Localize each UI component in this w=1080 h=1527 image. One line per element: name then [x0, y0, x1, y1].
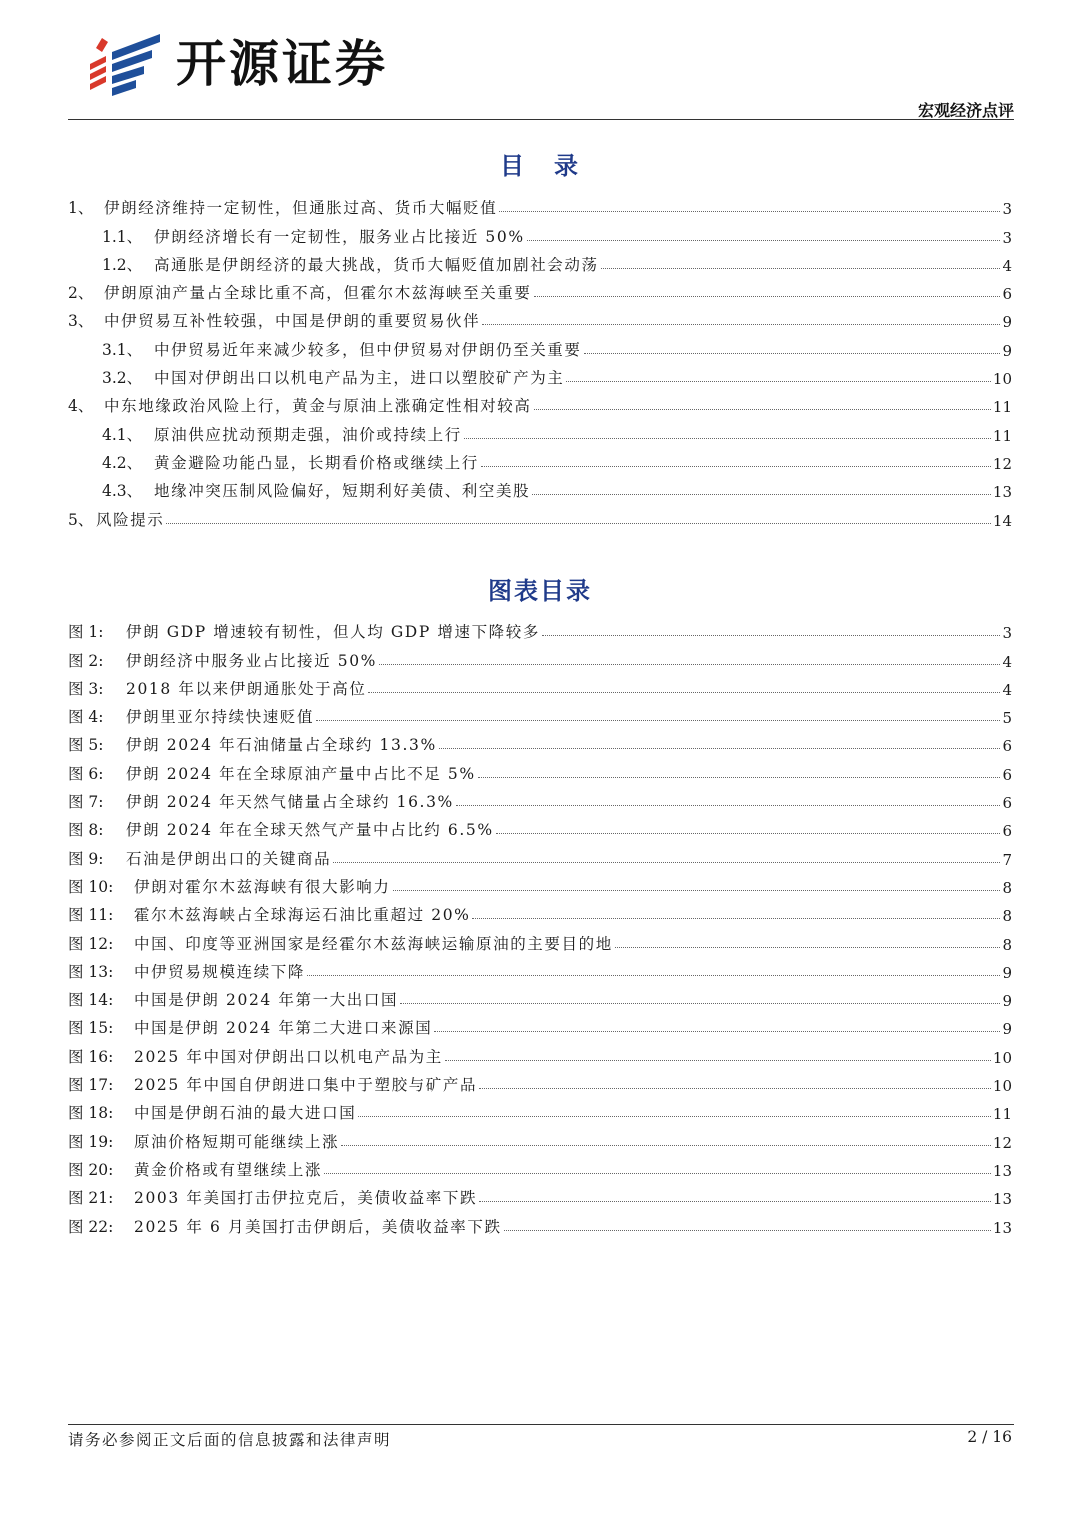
entry-title: 风险提示 — [96, 510, 165, 529]
entry-page-number: 8 — [1002, 935, 1012, 954]
page-number: 2 / 16 — [967, 1428, 1012, 1446]
entry-title: 2025 年中国对伊朗出口以机电产品为主 — [134, 1047, 443, 1066]
toc-entry[interactable] — [68, 360, 1012, 388]
entry-title: 2003 年美国打击伊拉克后，美债收益率下跌 — [134, 1189, 478, 1208]
toc-entry[interactable] — [68, 303, 1012, 331]
entry-page-number: 12 — [992, 454, 1012, 473]
entry-number: 3、 — [68, 312, 94, 331]
footer-divider — [68, 1424, 1014, 1425]
dot-leader — [393, 889, 1001, 891]
entry-title: 高通胀是伊朗经济的最大挑战，货币大幅贬值加剧社会动荡 — [154, 255, 599, 274]
entry-page-number: 10 — [992, 370, 1012, 389]
figure-entry[interactable] — [68, 925, 1012, 953]
entry-title: 伊朗里亚尔持续快速贬值 — [126, 708, 315, 727]
toc-entry[interactable] — [68, 473, 1012, 501]
figure-entry[interactable] — [68, 671, 1012, 699]
figure-entry[interactable] — [68, 954, 1012, 982]
entry-title: 伊朗对霍尔木兹海峡有很大影响力 — [134, 877, 391, 896]
dot-leader — [482, 323, 1000, 325]
entry-page-number: 4 — [1002, 680, 1012, 699]
entry-title: 中国是伊朗石油的最大进口国 — [134, 1104, 357, 1123]
figure-entry[interactable] — [68, 840, 1012, 868]
entry-title: 原油价格短期可能继续上涨 — [134, 1132, 340, 1151]
figure-entry[interactable] — [68, 869, 1012, 897]
entry-title: 中伊贸易规模连续下降 — [134, 962, 306, 981]
toc-entry[interactable] — [68, 190, 1012, 218]
entry-title: 黄金价格或有望继续上涨 — [134, 1160, 323, 1179]
entry-page-number: 9 — [1002, 963, 1012, 982]
figure-entry[interactable] — [68, 812, 1012, 840]
dot-leader — [481, 465, 991, 467]
footer-disclaimer: 请务必参阅正文后面的信息披露和法律声明 — [68, 1431, 392, 1449]
toc-entry[interactable] — [68, 416, 1012, 444]
entry-title: 中国是伊朗 2024 年第一大出口国 — [134, 991, 399, 1010]
figure-entry[interactable] — [68, 1180, 1012, 1208]
entry-title: 伊朗 2024 年天然气储量占全球约 16.3% — [126, 793, 454, 812]
entry-title: 中国、印度等亚洲国家是经霍尔木兹海峡运输原油的主要目的地 — [134, 934, 613, 953]
dot-leader — [534, 408, 991, 410]
entry-number: 图 21: — [68, 1189, 114, 1208]
entry-title: 中国是伊朗 2024 年第二大进口来源国 — [134, 1019, 433, 1038]
entry-title: 2018 年以来伊朗通胀处于高位 — [126, 679, 367, 698]
entry-title: 2025 年中国自伊朗进口集中于塑胶与矿产品 — [134, 1076, 478, 1095]
entry-title: 伊朗经济增长有一定韧性，服务业占比接近 50% — [154, 227, 525, 246]
entry-page-number: 6 — [1002, 737, 1012, 756]
dot-leader — [434, 1030, 1000, 1032]
entry-number: 图 15: — [68, 1019, 114, 1038]
entry-page-number: 4 — [1002, 652, 1012, 671]
toc-title: 目录 — [500, 152, 608, 180]
entry-title: 中国对伊朗出口以机电产品为主，进口以塑胶矿产为主 — [154, 369, 565, 388]
dot-leader — [472, 917, 1000, 919]
entry-number: 1、 — [68, 199, 94, 218]
entry-number: 图 3: — [68, 679, 104, 698]
entry-number: 图 16: — [68, 1047, 114, 1066]
entry-page-number: 6 — [1002, 822, 1012, 841]
figure-entry[interactable] — [68, 1038, 1012, 1066]
dot-leader — [324, 1172, 991, 1174]
entry-number: 图 6: — [68, 764, 104, 783]
dot-leader — [479, 1200, 991, 1202]
dot-leader — [601, 267, 1001, 269]
header-divider — [68, 119, 1014, 120]
entry-number: 图 14: — [68, 991, 114, 1010]
dot-leader — [532, 493, 991, 495]
entry-number: 5、 — [68, 510, 94, 529]
dot-leader — [499, 210, 1000, 212]
dot-leader — [307, 974, 1000, 976]
entry-number: 图 20: — [68, 1160, 114, 1179]
entry-number: 4.2、 — [102, 453, 143, 472]
entry-page-number: 11 — [992, 1105, 1012, 1124]
figure-entry[interactable] — [68, 1067, 1012, 1095]
dot-leader — [316, 719, 1000, 721]
entry-number: 图 9: — [68, 849, 104, 868]
entry-number: 1.1、 — [102, 227, 143, 246]
entry-number: 图 5: — [68, 736, 104, 755]
entry-title: 伊朗 2024 年在全球原油产量中占比不足 5% — [126, 764, 476, 783]
figure-entry[interactable] — [68, 727, 1012, 755]
dot-leader — [368, 691, 1000, 693]
dot-leader — [496, 832, 1001, 834]
toc-entry[interactable] — [68, 331, 1012, 359]
dot-leader — [166, 522, 991, 524]
figure-entry[interactable] — [68, 1010, 1012, 1038]
dot-leader — [445, 1059, 991, 1061]
entry-page-number: 6 — [1002, 794, 1012, 813]
entry-page-number: 13 — [992, 1190, 1012, 1209]
entry-page-number: 3 — [1002, 200, 1012, 219]
entry-page-number: 9 — [1002, 341, 1012, 360]
entry-page-number: 13 — [992, 483, 1012, 502]
entry-title: 伊朗 2024 年石油储量占全球约 13.3% — [126, 736, 437, 755]
entry-number: 图 13: — [68, 962, 114, 981]
figure-entry[interactable] — [68, 642, 1012, 670]
report-type-label: 宏观经济点评 — [917, 101, 1014, 120]
entry-number: 图 10: — [68, 877, 114, 896]
entry-page-number: 9 — [1002, 1020, 1012, 1039]
entry-title: 中东地缘政治风险上行，黄金与原油上涨确定性相对较高 — [104, 397, 532, 416]
entry-number: 3.2、 — [102, 369, 143, 388]
entry-number: 图 7: — [68, 793, 104, 812]
entry-number: 4.1、 — [102, 425, 143, 444]
entry-title: 石油是伊朗出口的关键商品 — [126, 849, 332, 868]
entry-page-number: 9 — [1002, 992, 1012, 1011]
table-of-contents — [68, 190, 1012, 530]
dot-leader — [478, 776, 1001, 778]
entry-number: 图 1: — [68, 623, 104, 642]
entry-page-number: 7 — [1002, 850, 1012, 869]
entry-title: 伊朗 2024 年在全球天然气产量中占比约 6.5% — [126, 821, 494, 840]
entry-page-number: 8 — [1002, 907, 1012, 926]
toc-entry[interactable] — [68, 501, 1012, 529]
dot-leader — [504, 1229, 991, 1231]
entry-number: 2、 — [68, 284, 94, 303]
toc-entry[interactable] — [68, 247, 1012, 275]
dot-leader — [542, 634, 1000, 636]
entry-page-number: 8 — [1002, 878, 1012, 897]
brand-name: 开源证券 — [176, 35, 388, 93]
dot-leader — [333, 861, 1000, 863]
figure-entry[interactable] — [68, 784, 1012, 812]
entry-number: 图 22: — [68, 1217, 114, 1236]
toc-entry[interactable] — [68, 388, 1012, 416]
entry-title: 2025 年 6 月美国打击伊朗后，美债收益率下跌 — [134, 1217, 502, 1236]
entry-page-number: 6 — [1002, 285, 1012, 304]
entry-title: 伊朗 GDP 增速较有韧性，但人均 GDP 增速下降较多 — [126, 623, 540, 642]
entry-title: 中伊贸易近年来减少较多，但中伊贸易对伊朗仍至关重要 — [154, 340, 582, 359]
dot-leader — [439, 747, 1001, 749]
figure-list — [68, 614, 1012, 1237]
entry-title: 地缘冲突压制风险偏好，短期利好美债、利空美股 — [154, 482, 531, 501]
entry-number: 4.3、 — [102, 482, 143, 501]
entry-title: 原油供应扰动预期走强，油价或持续上行 — [154, 425, 462, 444]
dot-leader — [527, 239, 1001, 241]
entry-page-number: 11 — [992, 426, 1012, 445]
figure-entry[interactable] — [68, 614, 1012, 642]
entry-number: 图 17: — [68, 1076, 114, 1095]
figure-entry[interactable] — [68, 982, 1012, 1010]
entry-page-number: 5 — [1002, 709, 1012, 728]
entry-number: 图 18: — [68, 1104, 114, 1123]
entry-page-number: 12 — [992, 1133, 1012, 1152]
entry-number: 图 8: — [68, 821, 104, 840]
figure-entry[interactable] — [68, 1095, 1012, 1123]
dot-leader — [358, 1115, 991, 1117]
entry-page-number: 3 — [1002, 624, 1012, 643]
entry-number: 图 11: — [68, 906, 114, 925]
entry-title: 中伊贸易互补性较强，中国是伊朗的重要贸易伙伴 — [104, 312, 481, 331]
figure-entry[interactable] — [68, 1123, 1012, 1151]
entry-number: 图 4: — [68, 708, 104, 727]
entry-page-number: 13 — [992, 1218, 1012, 1237]
toc-entry[interactable] — [68, 275, 1012, 303]
entry-number: 1.2、 — [102, 255, 143, 274]
entry-page-number: 6 — [1002, 765, 1012, 784]
entry-page-number: 10 — [992, 1048, 1012, 1067]
entry-page-number: 10 — [992, 1077, 1012, 1096]
dot-leader — [566, 380, 991, 382]
dot-leader — [584, 352, 1001, 354]
entry-page-number: 14 — [992, 511, 1012, 530]
toc-entry[interactable] — [68, 445, 1012, 473]
dot-leader — [464, 437, 991, 439]
entry-title: 霍尔木兹海峡占全球海运石油比重超过 20% — [134, 906, 471, 925]
dot-leader — [341, 1144, 991, 1146]
entry-page-number: 3 — [1002, 228, 1012, 247]
dot-leader — [456, 804, 1001, 806]
entry-title: 伊朗原油产量占全球比重不高，但霍尔木兹海峡至关重要 — [104, 284, 532, 303]
dot-leader — [379, 663, 1000, 665]
figure-entry[interactable] — [68, 1208, 1012, 1236]
dot-leader — [534, 295, 1001, 297]
entry-page-number: 4 — [1002, 256, 1012, 275]
entry-number: 3.1、 — [102, 340, 143, 359]
dot-leader — [615, 946, 1001, 948]
entry-page-number: 11 — [992, 398, 1012, 417]
kaiyuan-logo-icon — [88, 34, 164, 96]
dot-leader — [479, 1087, 991, 1089]
entry-title: 伊朗经济中服务业占比接近 50% — [126, 651, 377, 670]
toc-entry[interactable] — [68, 218, 1012, 246]
entry-title: 黄金避险功能凸显，长期看价格或继续上行 — [154, 453, 479, 472]
entry-number: 图 2: — [68, 651, 104, 670]
entry-page-number: 9 — [1002, 313, 1012, 332]
entry-number: 4、 — [68, 397, 94, 416]
figure-list-title: 图表目录 — [488, 577, 592, 605]
entry-title: 伊朗经济维持一定韧性，但通胀过高、货币大幅贬值 — [104, 199, 498, 218]
dot-leader — [400, 1002, 1000, 1004]
figure-entry[interactable] — [68, 897, 1012, 925]
figure-entry[interactable] — [68, 1152, 1012, 1180]
entry-number: 图 19: — [68, 1132, 114, 1151]
entry-page-number: 13 — [992, 1161, 1012, 1180]
figure-entry[interactable] — [68, 699, 1012, 727]
figure-entry[interactable] — [68, 755, 1012, 783]
page-header — [0, 0, 1080, 130]
entry-number: 图 12: — [68, 934, 114, 953]
